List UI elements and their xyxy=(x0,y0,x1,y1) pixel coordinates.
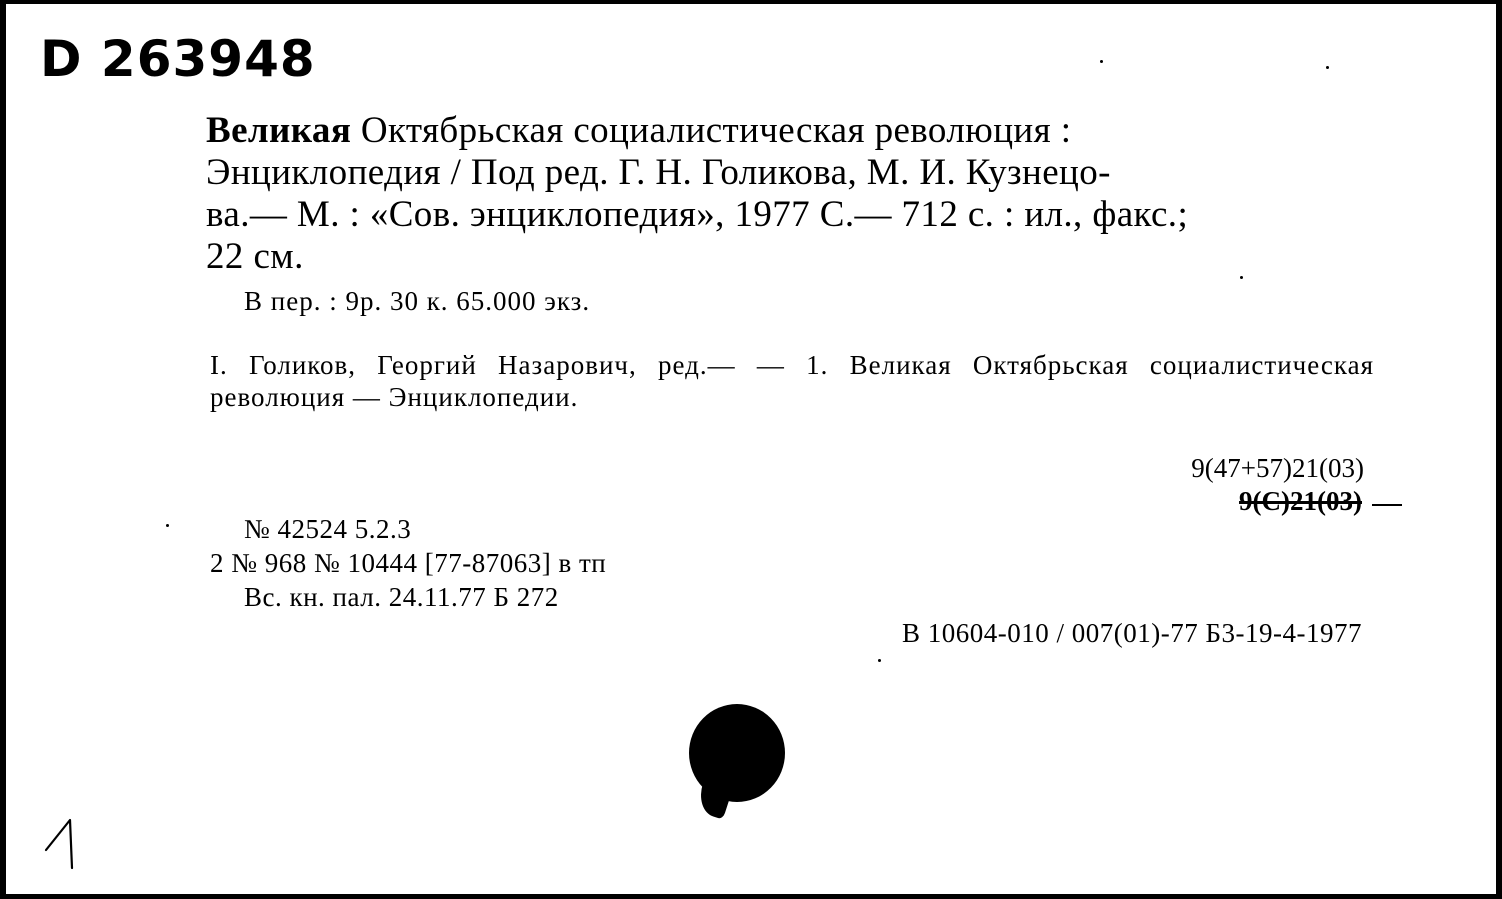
strike-mark xyxy=(1372,504,1402,506)
record-number-line-2: 2 № 968 № 10444 [77-87063] в тп xyxy=(210,548,607,578)
handwritten-mark xyxy=(40,812,90,872)
punch-hole xyxy=(689,704,785,802)
speck xyxy=(1326,66,1329,69)
classification-index: 9(47+57)21(03) xyxy=(1191,453,1364,483)
bibliographic-entry xyxy=(206,110,1372,278)
entry-line-4: 22 см. xyxy=(206,236,304,277)
record-numbers xyxy=(210,512,606,614)
entry-lead-word: Великая xyxy=(206,110,352,151)
speck xyxy=(1240,276,1243,279)
classification-index-crossed: 9(С)21(03) xyxy=(1239,486,1362,516)
speck xyxy=(166,524,169,527)
entry-line-2: Энциклопедия / Под ред. Г. Н. Голикова, М. И. Кузнецо- xyxy=(206,152,1111,193)
tracing-note: I. Голиков, Георгий Назарович, ред.— — 1. Великая Октябрьская социалистическая революция — Энциклопедии. xyxy=(210,350,1374,412)
entry-line-1 xyxy=(206,110,1372,152)
record-number-line-3: Вс. кн. пал. 24.11.77 Б 272 xyxy=(244,582,559,612)
speck xyxy=(1100,60,1103,63)
entry-title-line-1: Октябрьская социалистическая революция : xyxy=(360,110,1072,151)
speck xyxy=(878,659,881,662)
inventory-number: D 263948 xyxy=(40,30,316,88)
record-number-line-1: № 42524 5.2.3 xyxy=(244,514,412,544)
entry-line-3: ва.— М. : «Сов. энциклопедия», 1977 С.— 712 с. : ил., факс.; xyxy=(206,194,1189,235)
bbk-code: В 10604-010 / 007(01)-77 Б3-19-4-1977 xyxy=(902,618,1362,648)
price-and-print-run: В пер. : 9р. 30 к. 65.000 экз. xyxy=(244,286,591,316)
